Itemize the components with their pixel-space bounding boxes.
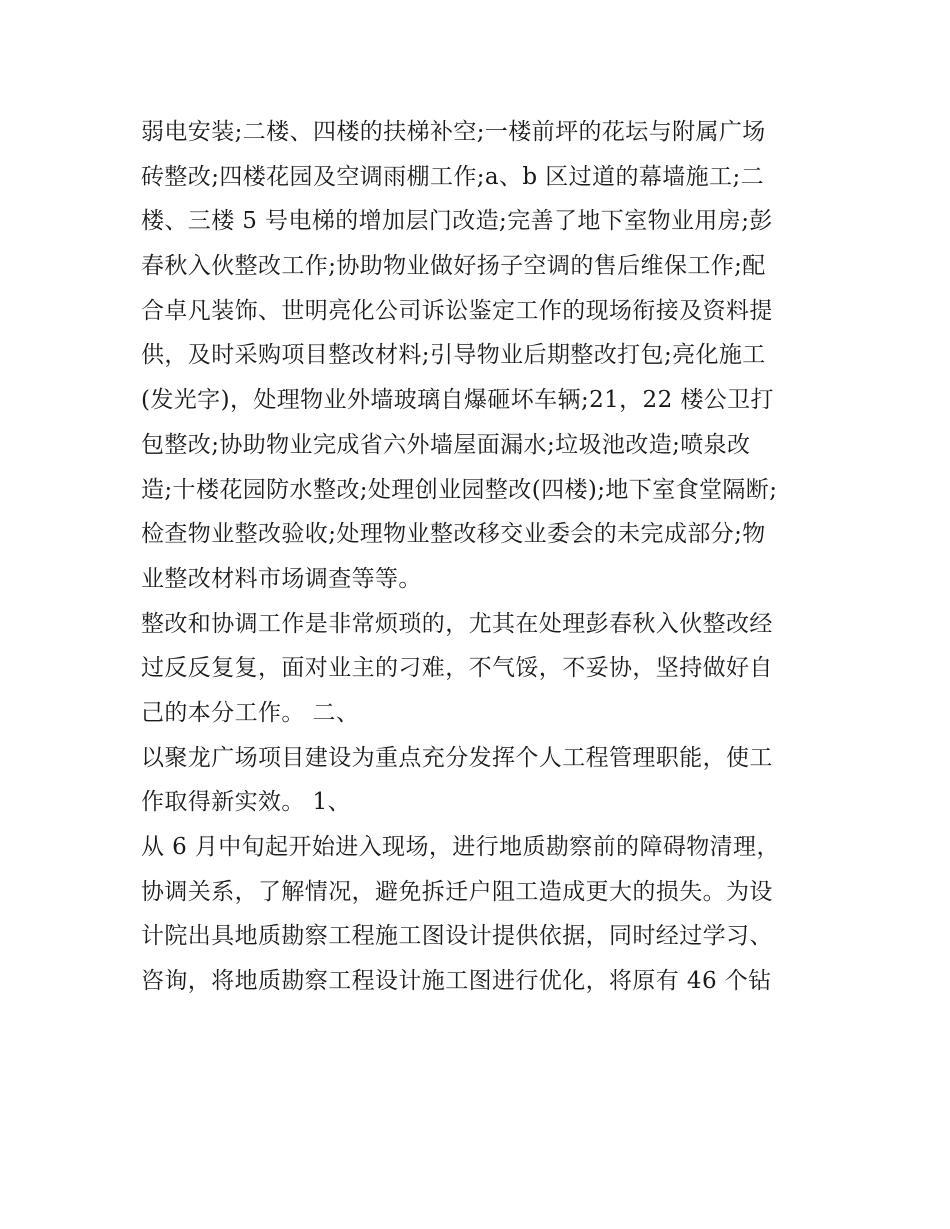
text-line: (发光字)，处理物业外墙玻璃自爆砸坏车辆;21，22 楼公卫打: [141, 387, 774, 414]
text-line: 协调关系，了解情况，避免拆迁户阻工造成更大的损失。为设: [141, 878, 773, 905]
text-line: 业整改材料市场调查等等。: [141, 565, 422, 592]
text-line: 计院出具地质勘察工程施工图设计提供依据，同时经过学习、: [141, 923, 773, 950]
text-line: 咨询，将地质勘察工程设计施工图进行优化，将原有 46 个钻: [141, 968, 772, 995]
text-line: 供，及时采购项目整改材料;引导物业后期整改打包;亮化施工: [141, 342, 766, 369]
text-line: 弱电安装;二楼、四楼的扶梯补空;一楼前坪的花坛与附属广场: [141, 119, 766, 145]
text-line: 检查物业整改验收;处理物业整改移交业委会的未完成部分;物: [141, 521, 766, 548]
text-line: 以聚龙广场项目建设为重点充分发挥个人工程管理职能，使工: [141, 744, 773, 771]
text-line: 砖整改;四楼花园及空调雨棚工作;a、b 区过道的幕墙施工;二: [141, 163, 764, 190]
text-line: 过反反复复，面对业主的刁难，不气馁，不妥协，坚持做好自: [141, 655, 773, 682]
text-line: 造;十楼花园防水整改;处理创业园整改(四楼);地下室食堂隔断;: [141, 476, 778, 503]
body-text: [141, 110, 821, 1004]
text-line: 从 6 月中旬起开始进入现场，进行地质勘察前的障碍物清理，: [141, 834, 780, 860]
text-line: 整改和协调工作是非常烦琐的，尤其在处理彭春秋入伙整改经: [141, 610, 773, 637]
text-line: 合卓凡装饰、世明亮化公司诉讼鉴定工作的现场衔接及资料提: [141, 297, 773, 324]
text-line: 己的本分工作。 二、: [141, 699, 360, 726]
text-line: 作取得新实效。 1、: [141, 789, 351, 816]
text-line: 楼、三楼 5 号电梯的增加层门改造;完善了地下室物业用房;彭: [141, 208, 773, 235]
text-line: 包整改;协助物业完成省六外墙屋面漏水;垃圾池改造;喷泉改: [141, 431, 751, 458]
text-line: 春秋入伙整改工作;协助物业做好扬子空调的售后维保工作;配: [141, 253, 766, 280]
